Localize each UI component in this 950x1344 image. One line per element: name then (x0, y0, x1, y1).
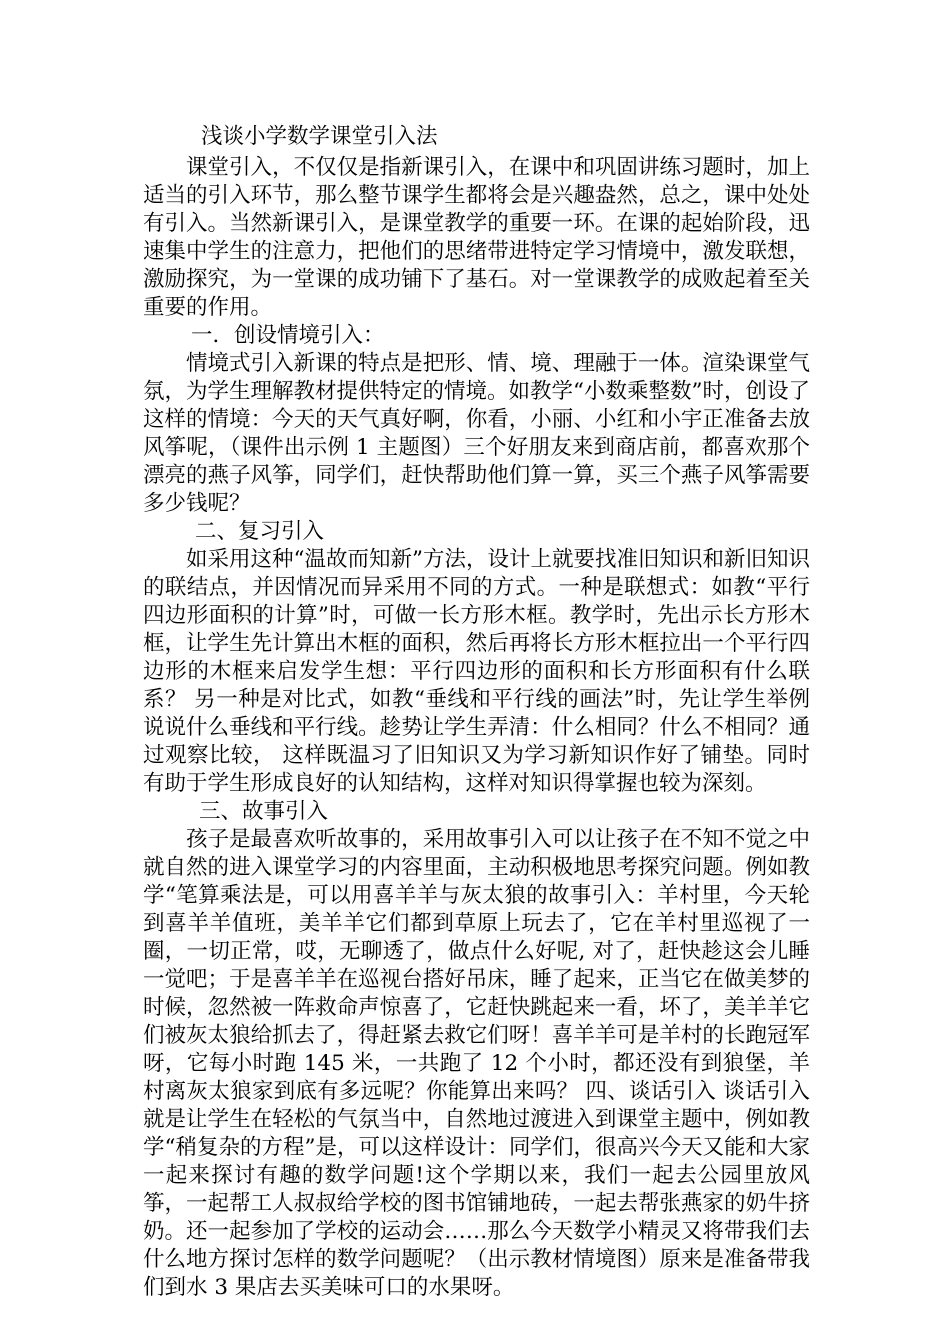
intro-paragraph: 课堂引入，不仅仅是指新课引入，在课中和巩固讲练习题时，加上适当的引入环节，那么整节课学生都将会是兴趣盎然，总之，课中处处有引入。当然新课引入，是课堂教学的重要一环。在课的起始阶段，迅速集中学生的注意力，把他们的思绪带进特定学习情境中，激发联想，激励探究，为一堂课的成功铺下了基石。对一堂课教学的成败起着至关重要的作用。 (143, 155, 810, 320)
document-title: 浅谈小学数学课堂引入法 (201, 124, 438, 149)
section-body-1: 情境式引入新课的特点是把形、情、境、理融于一体。渲染课堂气氛，为学生理解教材提供特定的情境。如教学“小数乘整数”时，创设了这样的情境：今天的天气真好啊，你看，小丽、小红和小宇正准备去放风筝呢，（课件出示例 1 主题图）三个好朋友来到商店前，都喜欢那个漂亮的燕子风筝，同学们，赶快帮助他们算一算，买三个燕子风筝需要多少钱呢？ (143, 351, 810, 516)
section-heading-3: 三、故事引入 (199, 799, 329, 824)
section-heading-2: 二、复习引入 (195, 519, 325, 544)
document-page (143, 120, 810, 1302)
section-body-2: 如采用这种“温故而知新”方法，设计上就要找准旧知识和新旧知识的联结点，并因情况而异采用不同的方式。一种是联想式：如教“平行四边形面积的计算”时，可做一长方形木框。教学时，先出示长方形木框，让学生先计算出木框的面积，然后再将长方形木框拉出一个平行四边形的木框来启发学生想：平行四边形的面积和长方形面积有什么联系？ 另一种是对比式，如教“垂线和平行线的画法”时，先让学生举例说说什么垂线和平行线。趁势让学生弄清：什么相同？什么不相同？通过观察比较， 这样既温习了旧知识又为学习新知识作好了铺垫。同时有助于学生形成良好的认知结构，这样对知识得掌握也较为深刻。 (143, 547, 810, 796)
section-heading-1: 一．创设情境引入： (191, 323, 385, 348)
section-body-3: 孩子是最喜欢听故事的，采用故事引入可以让孩子在不知不觉之中就自然的进入课堂学习的内容里面，主动积极地思考探究问题。例如教学“笔算乘法是，可以用喜羊羊与灰太狼的故事引入：羊村里，今天轮到喜羊羊值班，美羊羊它们都到草原上玩去了，它在羊村里巡视了一圈，一切正常，哎，无聊透了，做点什么好呢, 对了，赶快趁这会儿睡一觉吧；于是喜羊羊在巡视台搭好吊床，睡了起来，正当它在做美梦的时候，忽然被一阵救命声惊喜了，它赶快跳起来一看，坏了，美羊羊它们被灰太狼给抓去了，得赶紧去救它们呀！喜羊羊可是羊村的长跑冠军呀，它每小时跑 145 米，一共跑了 12 个小时，都还没有到狼堡，羊村离灰太狼家到底有多远呢？你能算出来吗？ 四、谈话引入 谈话引入就是让学生在轻松的气氛当中，自然地过渡进入到课堂主题中，例如教学“稍复杂的方程”是，可以这样设计：同学们，很高兴今天又能和大家一起来探讨有趣的数学问题!这个学期以来，我们一起去公园里放风筝，一起帮工人叔叔给学校的图书馆铺地砖，一起去帮张燕家的奶牛挤奶。还一起参加了学校的运动会……那么今天数学小精灵又将带我们去什么地方探讨怎样的数学问题呢？（出示教材情境图）原来是准备带我们到水 3 果店去买美味可口的水果呀。 (143, 827, 810, 1300)
